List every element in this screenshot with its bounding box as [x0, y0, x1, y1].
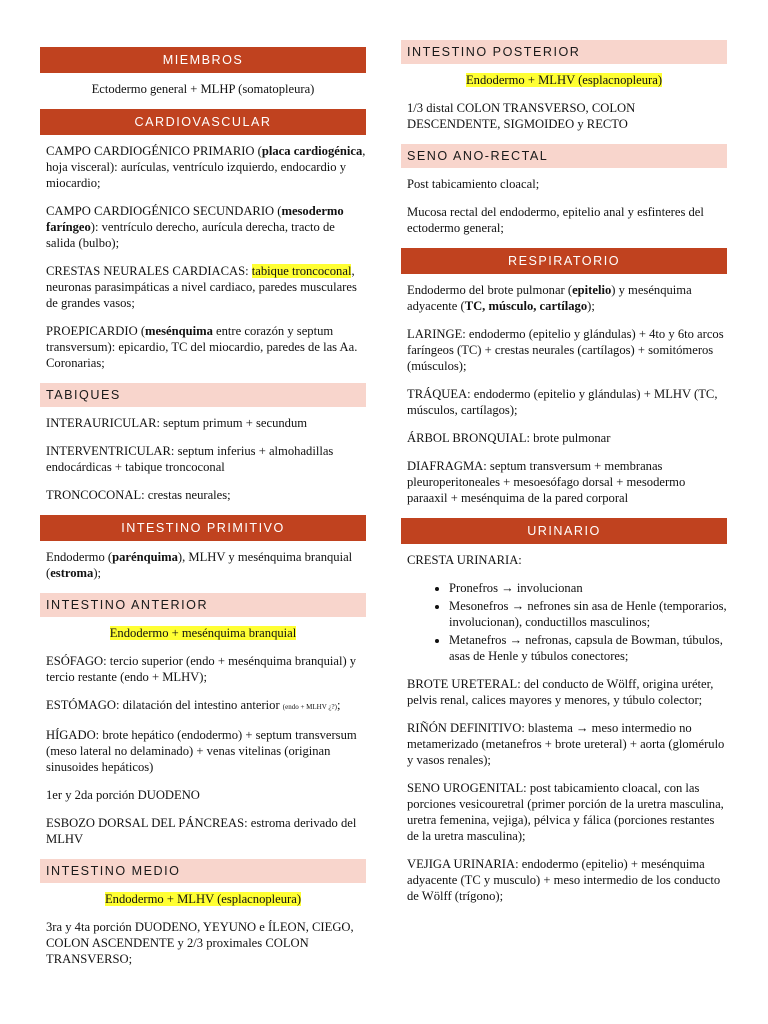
- anterior-estomago: ESTÓMAGO: dilatación del intestino anterior (endo + MLHV ¿?);: [46, 698, 341, 712]
- list-item: • Metanefros → nefronas, capsula de Bowman, túbulos, asas de Henle y túbulos conectores;: [449, 632, 727, 664]
- list-item: • Mesonefros → nefrones sin asa de Henle (temporarios, involucionan), conductillos masculinos;: [449, 598, 727, 630]
- resp-diafragma: DIAFRAGMA: septum transversum + membranas pleuroperitoneales + mesoesófago dorsal + mesodermo paraaxil + mesénquima de la pared corporal: [407, 459, 686, 505]
- section-header-intestino-anterior: INTESTINO ANTERIOR: [40, 593, 366, 617]
- anterior-esofago: ESÓFAGO: tercio superior (endo + mesénquima branquial) y tercio restante (endo + MLHV);: [46, 654, 357, 684]
- section-header-intestino-medio: INTESTINO MEDIO: [40, 859, 366, 883]
- section-header-urinario: URINARIO: [401, 518, 727, 544]
- posterior-text: 1/3 distal COLON TRANSVERSO, COLON DESCENDENTE, SIGMOIDEO y RECTO: [407, 101, 636, 131]
- section-header-cardiovascular: CARDIOVASCULAR: [40, 109, 366, 135]
- urinario-cresta: CRESTA URINARIA:: [407, 553, 522, 567]
- seno-text-1: Post tabicamiento cloacal;: [407, 177, 540, 191]
- urinario-seno-urogenital: SENO UROGENITAL: post tabicamiento cloacal, con las porciones vesicouretral (primer porción de la uretra masculina, uretra femenina, vejiga), pélvica y fálica (porciones restantes de la uretra masculina);: [407, 781, 724, 843]
- tabiques-troncoconal: TRONCOCONAL: crestas neurales;: [46, 488, 231, 502]
- cardio-secondary-field: CAMPO CARDIOGÉNICO SECUNDARIO (mesodermo faríngeo): ventrículo derecho, aurícula derecha, tracto de salida (bulbo);: [46, 204, 344, 250]
- anterior-highlight: Endodermo + mesénquima branquial: [109, 626, 297, 640]
- resp-laringe: LARINGE: endodermo (epitelio y glándulas) + 4to y 6to arcos faríngeos (TC) + crestas neurales (cartílagos) + somitómeros (músculos);: [407, 327, 724, 373]
- section-header-seno-ano-rectal: SENO ANO-RECTAL: [401, 144, 727, 168]
- cardio-proepicardium: PROEPICARDIO (mesénquima entre corazón y septum transversum): epicardio, TC del miocardio, paredes de las Aa. Coronarias;: [46, 324, 358, 370]
- anterior-duodeno: 1er y 2da porción DUODENO: [46, 788, 200, 802]
- section-header-intestino-primitivo: INTESTINO PRIMITIVO: [40, 515, 366, 541]
- section-header-intestino-posterior: INTESTINO POSTERIOR: [401, 40, 727, 64]
- medio-text: 3ra y 4ta porción DUODENO, YEYUNO e ÍLEON, CIEGO, COLON ASCENDENTE y 2/3 proximales COLON TRANSVERSO;: [46, 920, 354, 966]
- posterior-highlight: Endodermo + MLHV (esplacnopleura): [465, 73, 663, 87]
- resp-traquea: TRÁQUEA: endodermo (epitelio y glándulas) + MLHV (TC, músculos, cartílagos);: [407, 387, 718, 417]
- tabiques-interauricular: INTERAURICULAR: septum primum + secundum: [46, 416, 308, 430]
- miembros-text: Ectodermo general + MLHP (somatopleura): [91, 82, 315, 96]
- urinario-list: [401, 580, 727, 664]
- resp-arbol: ÁRBOL BRONQUIAL: brote pulmonar: [407, 431, 611, 445]
- cardio-neural-crests: CRESTAS NEURALES CARDIACAS: tabique troncoconal, neuronas parasimpáticas a nivel cardiaco, paredes musculares de grandes vasos;: [46, 264, 357, 310]
- cardio-primary-field: CAMPO CARDIOGÉNICO PRIMARIO (placa cardiogénica, hoja visceral): aurículas, ventrículo izquierdo, endocardio y miocardio;: [46, 144, 366, 190]
- section-header-miembros: MIEMBROS: [40, 47, 366, 73]
- section-header-tabiques: TABIQUES: [40, 383, 366, 407]
- tabiques-interventricular: INTERVENTRICULAR: septum inferius + almohadillas endocárdicas + tabique troncoconal: [46, 444, 334, 474]
- right-column: [401, 40, 727, 916]
- urinario-rinon: RIÑÓN DEFINITIVO: blastema → meso intermedio no metamerizado (metanefros + brote ureteral) + aorta (glomérulo y vasos renales);: [407, 721, 725, 767]
- urinario-brote-ureteral: BROTE URETERAL: del conducto de Wölff, origina uréter, pelvis renal, calices mayores y menores, y túbulo colector;: [407, 677, 714, 707]
- anterior-pancreas: ESBOZO DORSAL DEL PÁNCREAS: estroma derivado del MLHV: [46, 816, 357, 846]
- medio-highlight: Endodermo + MLHV (esplacnopleura): [104, 892, 302, 906]
- section-header-respiratorio: RESPIRATORIO: [401, 248, 727, 274]
- left-column: [40, 47, 366, 979]
- primitivo-text: Endodermo (parénquima), MLHV y mesénquima branquial (estroma);: [46, 550, 353, 580]
- urinario-vejiga: VEJIGA URINARIA: endodermo (epitelio) + mesénquima adyacente (TC y musculo) + meso intermedio de los conducto de Wölff (trígono);: [407, 857, 721, 903]
- anterior-higado: HÍGADO: brote hepático (endodermo) + septum transversum (meso lateral no delaminado) + venas vitelinas (originan sinusoides hepáticos): [46, 728, 357, 774]
- seno-text-2: Mucosa rectal del endodermo, epitelio anal y esfinteres del ectodermo general;: [407, 205, 704, 235]
- resp-brote: Endodermo del brote pulmonar (epitelio) y mesénquima adyacente (TC, músculo, cartílago);: [407, 283, 692, 313]
- list-item: • Pronefros → involucionan: [449, 580, 727, 596]
